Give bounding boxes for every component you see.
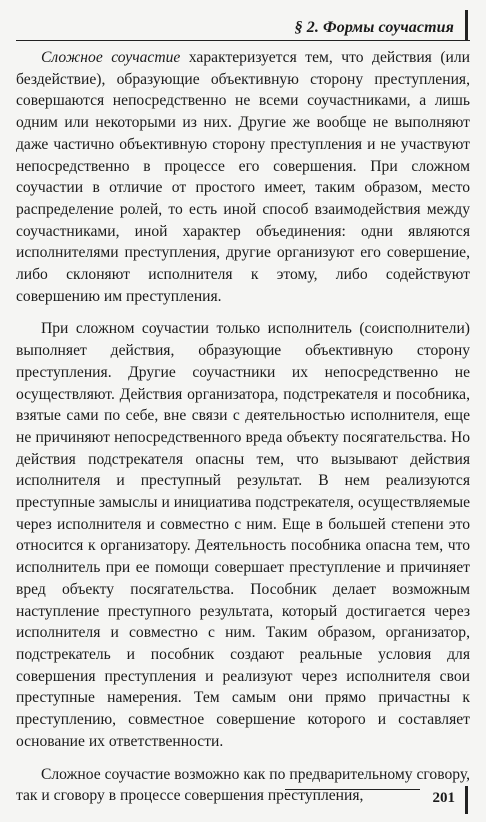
paragraph-1-text: характеризуется тем, что действия (или бездействие), образующие объективную сторону преступления, совершаются непосредственно не всеми соучастниками, а лишь одним или некоторыми из них. Другие же вообще не выполняют даже частично объективную сторону преступления и не участвуют непосредственно в процессе его совершения. При сложном соучастии в отличие от простого имеет, таким образом, место распределение ролей, то есть иной способ взаимодействия между соучастниками, иной характер объединения: одни являются исполнителями преступления, другие организуют его совершение, либо склоняют исполнителя к этому, либо содействуют совершению им преступления.: [16, 49, 470, 305]
running-title: § 2. Формы соучастия: [294, 19, 454, 36]
defined-term: Сложное соучастие: [41, 49, 181, 66]
footer-edge-bar: [465, 786, 469, 814]
running-header: [16, 18, 470, 41]
body-text: [16, 47, 470, 807]
header-edge-bar: [465, 10, 469, 40]
paragraph-2: При сложном соучастии только исполнитель (соисполнители) выполняет действия, образующие объективную сторону преступления. Другие соучастники их непосредственно не осуществляют. Действия организатора, подстрекателя и пособника, взятые сами по себе, вне связи с деятельностью исполнителя, еще не причиняют непосредственного вреда объекту посягательства. Но действия подстрекателя опасны тем, что вызывают действия исполнителя и преступный результат. В нем реализуются преступные замыслы и инициатива подстрекателя, осуществляемые через исполнителя и совместно с ним. Еще в большей степени это относится к организатору. Деятельность пособника опасна тем, что исполнитель при ее помощи совершает преступление и причиняет вред объекту посягательства. Пособник делает возможным наступление преступного результата, который достигается через исполнителя и совместно с ним. Таким образом, организатор, подстрекатель и пособник создают реальные условия для совершения преступления и реализуют через исполнителя свои преступные намерения. Тем самым они прямо причастны к преступлению, совместное совершение которого и составляет основание их ответственности.: [16, 320, 470, 750]
page-footer: [16, 786, 470, 812]
paragraph-1: [16, 47, 470, 307]
paragraph-3: Сложное соучастие возможно как по предварительному сговору, так и сговору в процессе совершения преступления,: [16, 765, 470, 805]
footer-rule: [285, 789, 420, 790]
page-number: 201: [432, 790, 455, 806]
